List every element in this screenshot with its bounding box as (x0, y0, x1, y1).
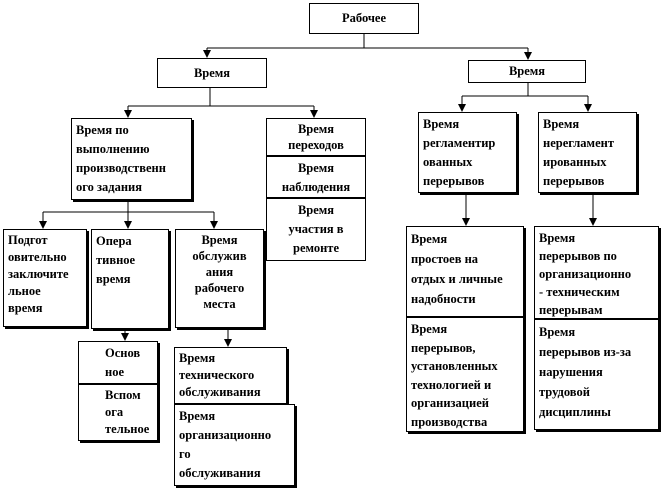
connector-root (207, 34, 528, 48)
connector-right-time (462, 82, 588, 96)
root-node-box: Рабочее (309, 3, 419, 34)
regulated-breaks-time-box: Время регламентир ованных перерывов (418, 112, 517, 193)
left-time-box: Время (157, 58, 267, 88)
unregulated-breaks-time-box: Время нерегламент ированных перерывов (538, 112, 637, 193)
workplace-service-time-box: Время обслужив ания рабочего места (175, 229, 264, 328)
preparatory-final-time-box: Подгот овительно заключите льное время (3, 229, 87, 327)
right-time-box: Время (468, 60, 586, 83)
technology-breaks-box: Время перерывов, установленных технологией и организацией производства (406, 317, 524, 432)
connector-left-time (128, 87, 314, 106)
rest-downtime-box: Время простоев на отдых и личные надобности (406, 226, 524, 317)
discipline-violation-breaks-box: Время перерывов из-за нарушения трудовой дисциплины (534, 319, 659, 430)
organizational-technical-breaks-box: Время перерывов по организационно - техническим перерывам (534, 226, 659, 319)
auxiliary-time-box: Вспом ога тельное (78, 384, 158, 441)
repair-participation-time-box: Время участия в ремонте (266, 198, 366, 261)
connector-production (43, 200, 214, 212)
transitions-time-box: Время переходов (266, 118, 366, 156)
technical-service-time-box: Время технического обслуживания (174, 347, 287, 404)
production-task-time-box: Время по выполнению производственн ого задания (71, 118, 192, 200)
observation-time-box: Время наблюдения (266, 156, 366, 198)
operative-time-box: Опера тивное время (91, 229, 169, 329)
organizational-service-time-box: Время организационно го обслуживания (174, 404, 295, 486)
main-time-box: Основ ное (78, 341, 158, 384)
